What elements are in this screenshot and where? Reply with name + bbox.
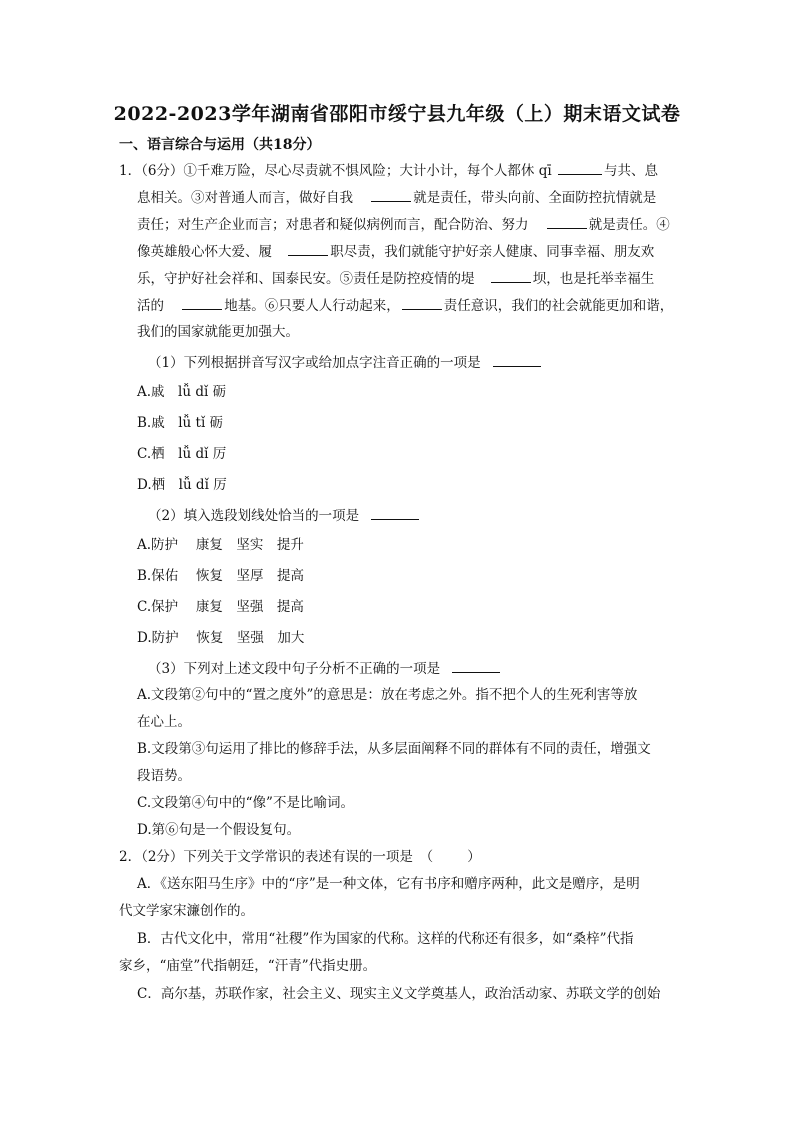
q1-sub3-option-c: C.文段第④句中的“像”不是比喻词。 — [137, 795, 354, 811]
section-heading: 一、语言综合与运用（共18分） — [119, 137, 321, 153]
exam-title: 2022-2023学年湖南省邵阳市绥宁县九年级（上）期末语文试卷 — [113, 103, 681, 125]
q1-line-5 — [137, 268, 654, 289]
q1-sub3-text: （3）下列对上述文段中句子分析不正确的一项是 — [148, 661, 441, 677]
q1-sub2-option-c: C.保护 康复 坚强 提高 — [137, 599, 304, 615]
q1-sub3-option-a-line2: 在心上。 — [137, 714, 191, 730]
q1-line-6-text-a: 活的 — [137, 298, 164, 314]
q1-sub2-stem — [148, 505, 421, 526]
answer-blank — [402, 295, 442, 310]
q1-line-2-text-b: 就是责任，带头向前、全面防控抗情就是 — [413, 190, 657, 206]
answer-blank — [371, 187, 411, 202]
answer-blank — [371, 505, 419, 520]
q2-option-b-line2: 家乡，“庙堂”代指朝廷，“汗青”代指史册。 — [119, 958, 377, 974]
q1-sub3-option-b-line2: 段语势。 — [137, 768, 191, 784]
q1-sub2-option-a: A.防护 康复 坚实 提升 — [137, 537, 304, 553]
q1-sub2-option-d: D.防护 恢复 坚强 加大 — [137, 630, 305, 646]
answer-blank — [493, 352, 541, 367]
q2-option-a-line2: 代文学家宋濂创作的。 — [119, 903, 254, 919]
q1-line-1 — [119, 160, 658, 181]
q1-line-3-text-b: 就是责任。④ — [588, 217, 670, 233]
q1-line-2-text-a: 息相关。③对普通人而言，做好自我 — [137, 190, 353, 206]
q2-stem-text: 2．（2分）下列关于文学常识的表述有误的一项是 （ — [119, 849, 434, 865]
q1-sub3-stem — [148, 658, 502, 679]
q1-sub1-option-a: A.戚 lǚ dǐ 砺 — [137, 384, 227, 400]
q2-option-c-line1: C．高尔基，苏联作家，社会主义、现实主义文学奠基人，政治活动家、苏联文学的创始 — [137, 986, 661, 1002]
answer-blank — [288, 241, 328, 256]
answer-blank — [182, 295, 222, 310]
q1-sub1-stem — [148, 352, 543, 373]
q1-line-1-text-b: 与共、息 — [603, 163, 658, 179]
q1-line-7 — [137, 322, 299, 342]
q1-line-7-text: 我们的国家就能更加强大。 — [137, 324, 299, 340]
answer-blank — [558, 160, 602, 175]
q1-line-4-text-a: 像英雄般心怀大爱、履 — [137, 244, 272, 260]
q2-stem-close-paren: ） — [467, 849, 481, 865]
q1-line-5-text-a: 乐，守护好社会祥和、国泰民安。⑤责任是防控疫情的堤 — [137, 271, 475, 287]
q1-line-3-text-a: 责任；对生产企业而言；对患者和疑似病例而言，配合防治、努力 — [137, 217, 529, 233]
q1-line-6 — [137, 295, 673, 316]
q1-line-1-text-a: 1．（6分）①千难万险，尽心尽责就不惧风险；大计小计，每个人都休 qī — [119, 163, 552, 179]
answer-blank — [491, 268, 531, 283]
q1-sub1-option-c: C.栖 lǚ dǐ 厉 — [137, 446, 227, 462]
q1-line-4 — [137, 241, 654, 262]
answer-blank — [547, 214, 587, 229]
q2-stem — [119, 847, 481, 867]
q1-line-6-text-b: 地基。⑥只要人人行动起来， — [224, 298, 400, 314]
q1-sub1-option-d: D.栖 lǚ dǐ 厉 — [137, 477, 227, 493]
q1-sub2-option-b: B.保佑 恢复 坚厚 提高 — [137, 568, 305, 584]
q1-sub3-option-d: D.第⑥句是一个假设复句。 — [137, 822, 301, 838]
q1-sub1-text: （1）下列根据拼音写汉字或给加点字注音正确的一项是 — [148, 355, 481, 371]
q2-option-b-line1: B．古代文化中，常用“社稷”作为国家的代称。这样的代称还有很多，如“桑梓”代指 — [137, 931, 634, 947]
q1-line-5-text-b: 坝，也是托举幸福生 — [532, 271, 655, 287]
q1-sub3-option-a-line1: A.文段第②句中的“置之度外”的意思是：放在考虑之外。指不把个人的生死利害等放 — [137, 687, 638, 703]
q2-option-a-line1: A．《送东阳马生序》中的“序”是一种文体，它有书序和赠序两种，此文是赠序，是明 — [137, 876, 640, 892]
answer-blank — [452, 658, 500, 673]
q1-line-3 — [137, 214, 670, 235]
q1-line-2 — [137, 187, 656, 208]
q1-sub2-text: （2）填入选段划线处恰当的一项是 — [148, 508, 360, 524]
q1-line-6-text-c: 责任意识，我们的社会就能更加和谐， — [443, 298, 674, 314]
q1-sub1-option-b: B.戚 lǚ tǐ 砺 — [137, 415, 224, 431]
q1-sub3-option-b-line1: B.文段第③句运用了排比的修辞手法，从多层面阐释不同的群体有不同的责任，增强文 — [137, 741, 651, 757]
q1-line-4-text-b: 职尽责，我们就能守护好亲人健康、同事幸福、朋友欢 — [330, 244, 655, 260]
